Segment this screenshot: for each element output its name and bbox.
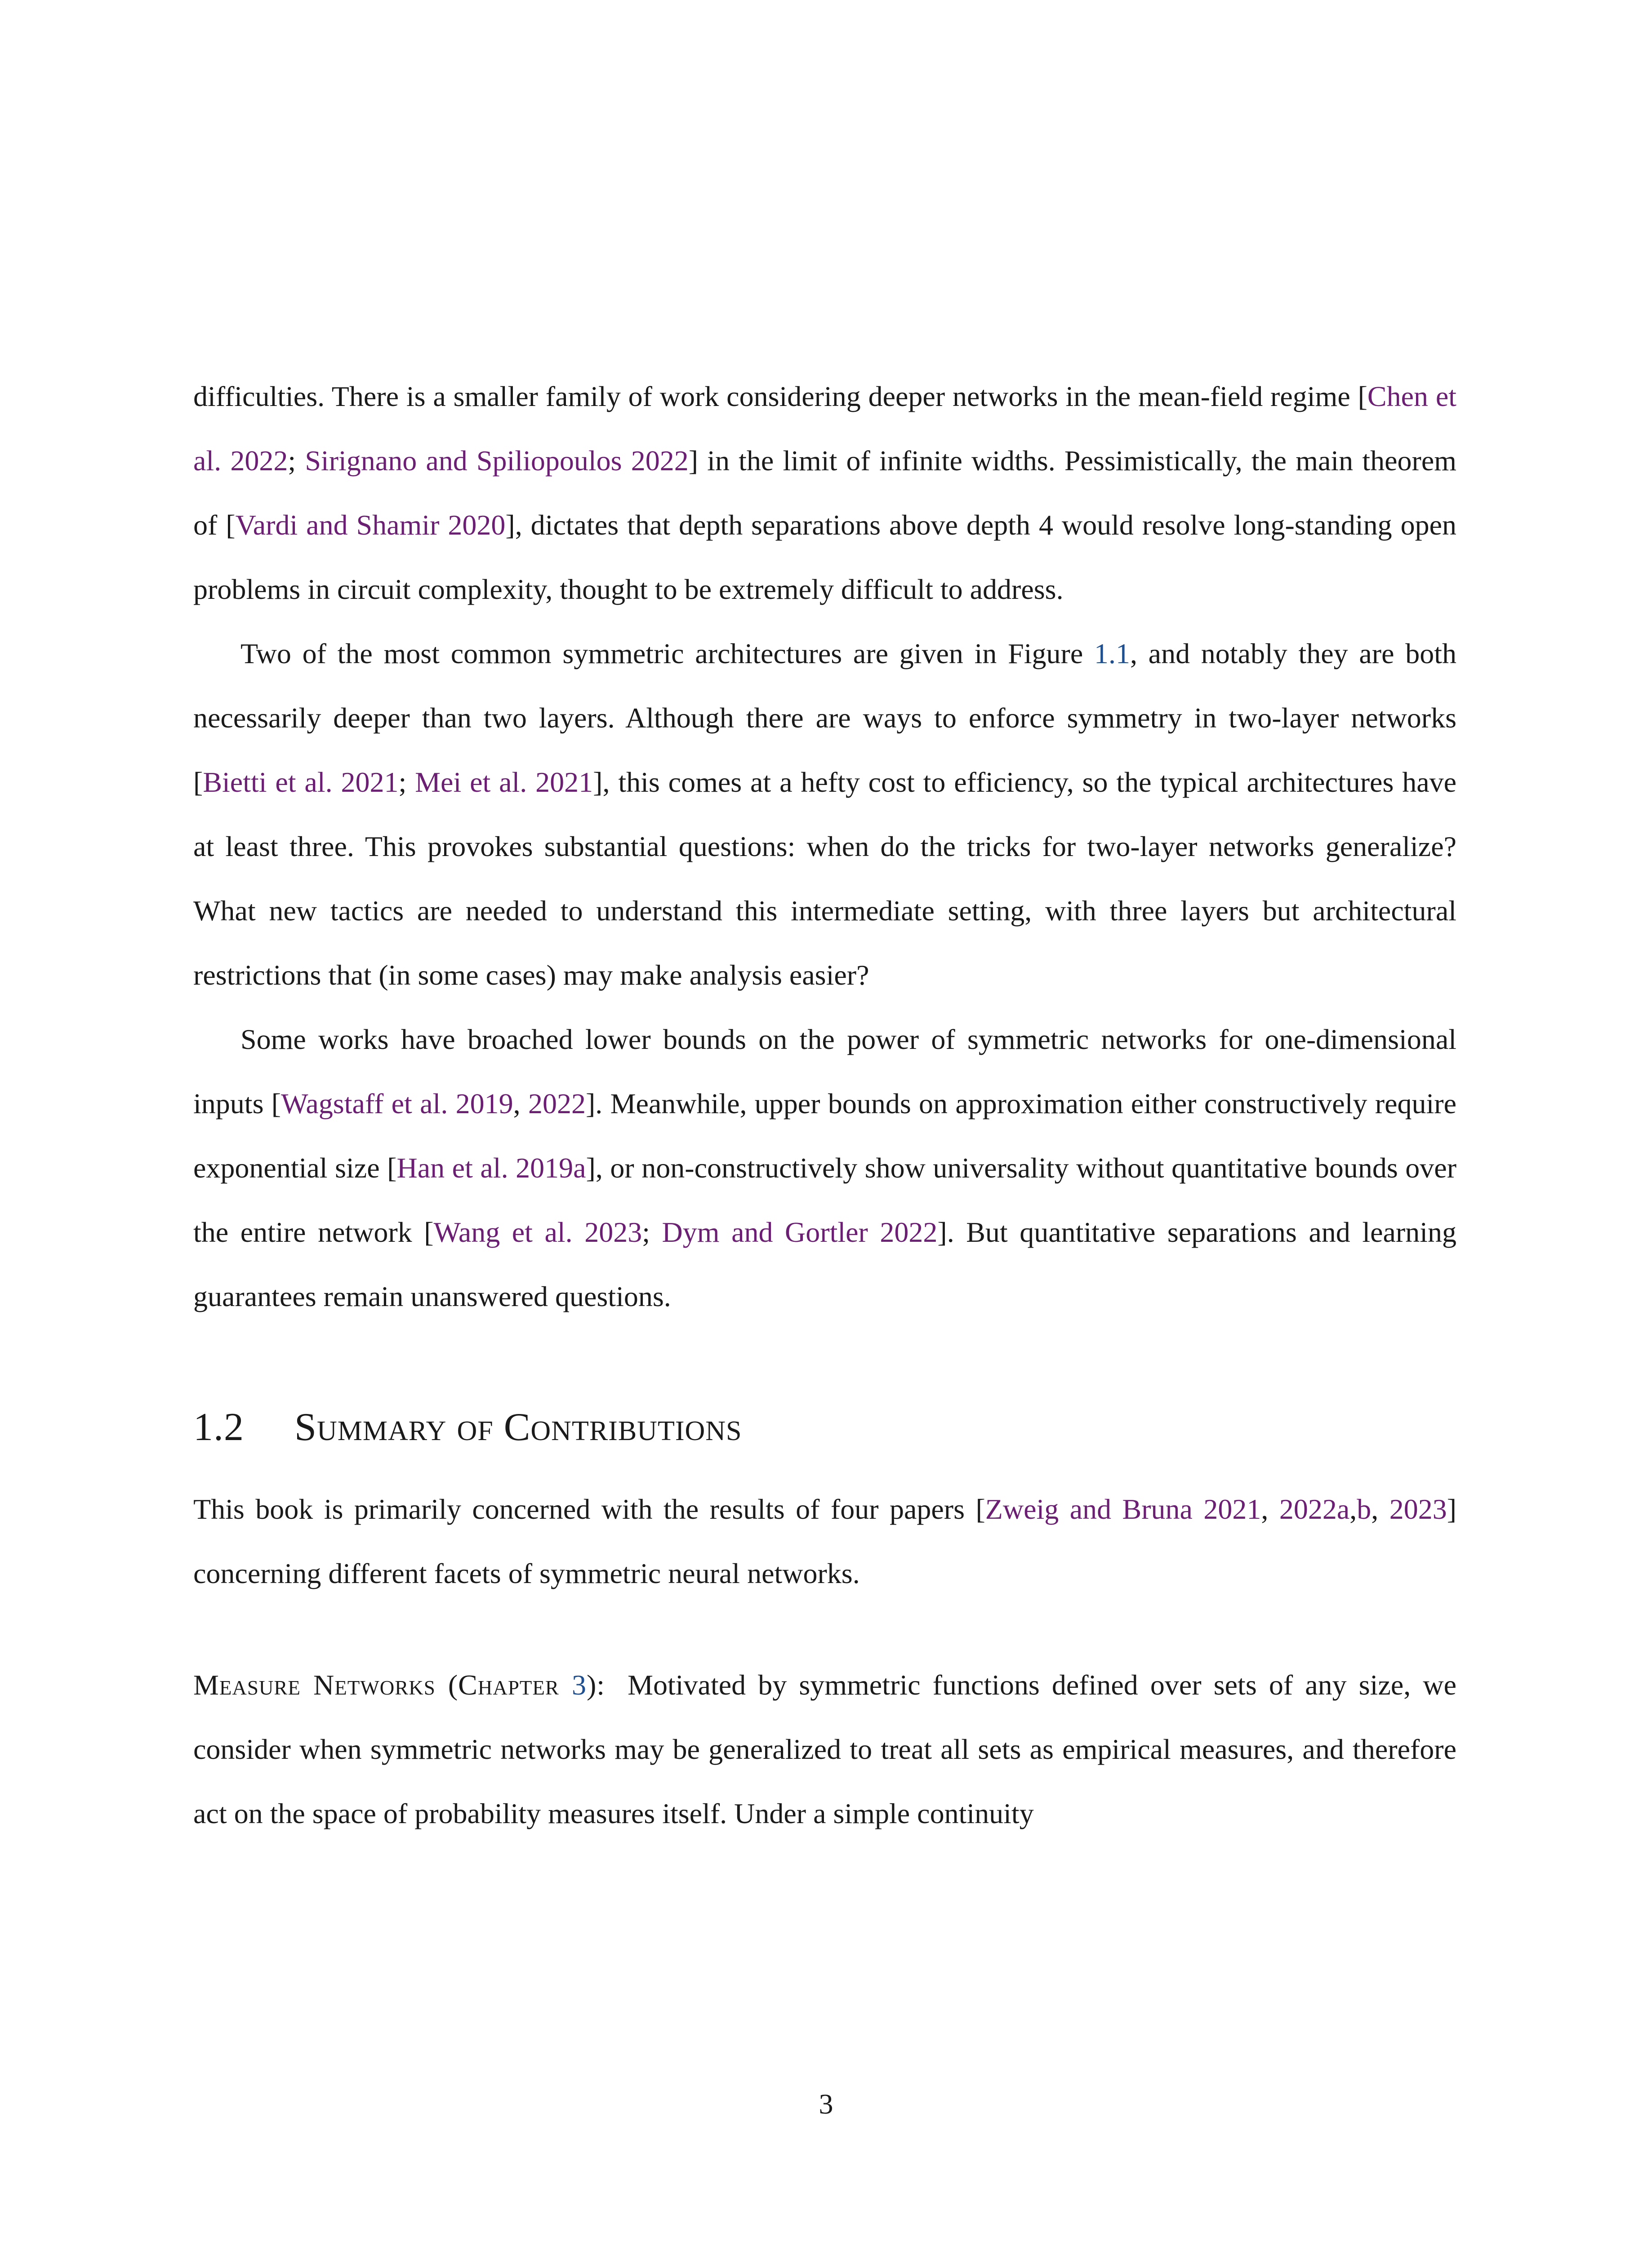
paragraph-text: ]. Meanwhile, upper bounds on approximation either constructively require exponential size [ (193, 1088, 1457, 1184)
paragraph-text: Some works have broached lower bounds on the power of symmetric networks for one-dimensional inputs [ (193, 1023, 1456, 1120)
citation-zweig-2022a[interactable]: 2022a (1279, 1493, 1350, 1525)
citation-chen-2022[interactable]: Chen et al. 2022 (193, 380, 1457, 477)
citation-separator: ; (398, 766, 415, 798)
citation-mei-2021[interactable]: Mei et al. 2021 (415, 766, 593, 798)
citation-wagstaff-2019[interactable]: Wagstaff et al. 2019 (281, 1088, 513, 1120)
citation-separator: ; (642, 1216, 662, 1248)
paragraph-text: , and notably they are both necessarily deeper than two layers. Although there are ways to enforce symmetry in two-layer networks [ (193, 638, 1456, 798)
citation-wagstaff-2022[interactable]: 2022 (528, 1088, 586, 1120)
paragraph-gap (193, 1606, 1456, 1653)
paragraph-symmetric-architectures (193, 621, 1456, 1007)
citation-separator: , (1261, 1493, 1279, 1525)
paragraph-depth-separations (193, 364, 1456, 621)
citation-dym-gortler-2022[interactable]: Dym and Gortler 2022 (662, 1216, 938, 1248)
paragraph-text: ] concerning different facets of symmetric neural networks. (193, 1493, 1457, 1589)
paragraph-measure-networks (193, 1653, 1456, 1846)
paragraph-text: Motivated by symmetric functions defined over sets of any size, we consider when symmetric networks may be generalized to treat all sets as empirical measures, and therefore act on the space of probability measures itself. Under a simple continuity (193, 1669, 1457, 1829)
paragraph-text: ], this comes at a hefty cost to efficiency, so the typical architectures have at least three. This provokes substantial questions: when do the tricks for two-layer networks generalize? What new tactics are needed to understand this intermediate setting, with three layers but architectural restrictions that (in some cases) may make analysis easier? (193, 766, 1457, 991)
paragraph-text: Two of the most common symmetric architectures are given in Figure (240, 638, 1094, 669)
citation-separator: , (513, 1088, 528, 1120)
paragraph-text: ], or non-constructively show universality without quantitative bounds over the entire network [ (193, 1152, 1457, 1248)
paragraph-text: ], dictates that depth separations above depth 4 would resolve long-standing open problems in circuit complexity, thought to be extremely difficult to address. (193, 509, 1457, 605)
chapter-reference-3[interactable]: 3 (571, 1669, 587, 1701)
run-in-heading-text: ): (586, 1669, 606, 1701)
citation-zweig-2023[interactable]: 2023 (1389, 1493, 1447, 1525)
paragraph-text: ]. But quantitative separations and learning guarantees remain unanswered questions. (193, 1216, 1457, 1312)
paragraph-lower-bounds (193, 1007, 1456, 1329)
section-title: Summary of Contributions (294, 1405, 742, 1449)
citation-vardi-2020[interactable]: Vardi and Shamir 2020 (235, 509, 506, 541)
citation-zweig-2021[interactable]: Zweig and Bruna 2021 (985, 1493, 1261, 1525)
paragraph-text: ] in the limit of infinite widths. Pessimistically, the main theorem of [ (193, 445, 1457, 541)
citation-separator: , (1349, 1493, 1357, 1525)
citation-bietti-2021[interactable]: Bietti et al. 2021 (203, 766, 399, 798)
citation-zweig-2022b[interactable]: b (1357, 1493, 1371, 1525)
paragraph-text: difficulties. There is a smaller family of work considering deeper networks in the mean-field regime [ (193, 380, 1367, 412)
citation-sirignano-2022[interactable]: Sirignano and Spiliopoulos 2022 (305, 445, 689, 477)
citation-separator: ; (288, 445, 305, 477)
citation-han-2019a[interactable]: Han et al. 2019a (396, 1152, 586, 1184)
paragraph-book-overview (193, 1477, 1456, 1606)
run-in-heading-text: Measure Networks (Chapter (193, 1669, 572, 1701)
citation-wang-2023[interactable]: Wang et al. 2023 (433, 1216, 642, 1248)
paragraph-text: This book is primarily concerned with the results of four papers [ (193, 1493, 985, 1525)
section-number: 1.2 (193, 1405, 244, 1449)
page-body (193, 364, 1456, 1846)
section-heading (193, 1405, 1456, 1450)
run-in-heading (193, 1669, 605, 1701)
citation-separator: , (1371, 1493, 1389, 1525)
page-number: 3 (819, 2088, 833, 2120)
figure-reference-1-1[interactable]: 1.1 (1094, 638, 1130, 669)
